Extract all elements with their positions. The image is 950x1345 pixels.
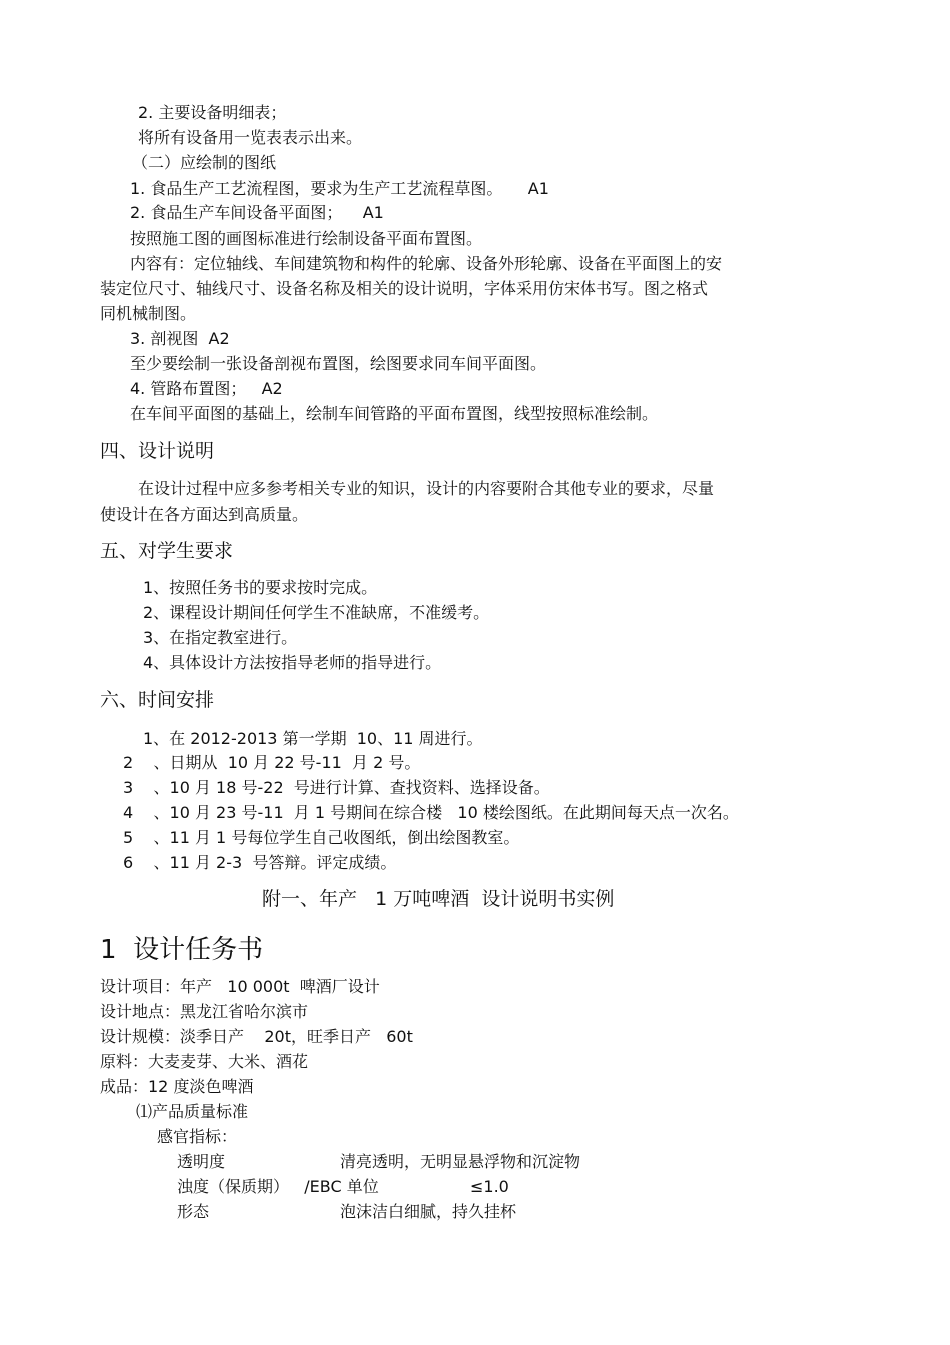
- chapter-title: 1 设计任务书: [100, 935, 264, 965]
- task-line: 原料：大麦麦芽、大米、酒花: [100, 1052, 309, 1071]
- list-item: 1、在 2012-2013 第一学期 10、11 周进行。: [143, 729, 483, 748]
- list-item: 6 、11 月 2-3 号答辩。评定成绩。: [123, 853, 397, 872]
- paragraph-line: 使设计在各方面达到高质量。: [100, 505, 309, 524]
- list-item: 3、在指定教室进行。: [143, 628, 298, 647]
- sensory-name: 透明度: [177, 1152, 226, 1171]
- task-line: 设计地点：黑龙江省哈尔滨市: [100, 1002, 309, 1021]
- section-heading: 六、时间安排: [100, 689, 215, 711]
- list-item: 4、具体设计方法按指导老师的指导进行。: [143, 653, 442, 672]
- task-line: 设计项目：年产 10 000t 啤酒厂设计: [100, 977, 380, 996]
- text-line: 2. 食品生产车间设备平面图； A1: [130, 203, 384, 222]
- text-line: 3. 剖视图 A2: [130, 329, 230, 348]
- text-line: 在车间平面图的基础上，绘制车间管路的平面布置图，线型按照标准绘制。: [130, 404, 659, 423]
- text-line: 至少要绘制一张设备剖视布置图，绘图要求同车间平面图。: [130, 354, 547, 373]
- section-heading: 四、设计说明: [100, 440, 215, 462]
- subsection-heading: （二）应绘制的图纸: [132, 153, 277, 172]
- appendix-title: 附一、年产 1 万吨啤酒 设计说明书实例: [262, 888, 615, 910]
- text-line: 将所有设备用一览表表示出来。: [138, 128, 363, 147]
- text-line: 同机械制图。: [100, 304, 197, 323]
- sensory-heading: 感官指标：: [157, 1127, 238, 1146]
- task-line: 成品：12 度淡色啤酒: [100, 1077, 254, 1096]
- list-item: 2、课程设计期间任何学生不准缺席，不准缓考。: [143, 603, 490, 622]
- text-line: 内容有：定位轴线、车间建筑物和构件的轮廓、设备外形轮廓、设备在平面图上的安: [130, 254, 723, 273]
- text-line: 2. 主要设备明细表；: [138, 103, 287, 122]
- quality-heading: ⑴产品质量标准: [136, 1102, 249, 1121]
- sensory-value: 泡沫洁白细腻，持久挂杯: [340, 1202, 517, 1221]
- text-line: 1. 食品生产工艺流程图，要求为生产工艺流程草图。 A1: [130, 179, 549, 198]
- text-line: 4. 管路布置图； A2: [130, 379, 283, 398]
- list-item: 4 、10 月 23 号-11 月 1 号期间在综合楼 10 楼绘图纸。在此期间每天点一次名。: [123, 803, 739, 822]
- sensory-value: 清亮透明，无明显悬浮物和沉淀物: [340, 1152, 581, 1171]
- list-item: 2 、日期从 10 月 22 号-11 月 2 号。: [123, 753, 421, 772]
- sensory-value: ≤1.0: [470, 1177, 509, 1196]
- sensory-name: 浊度（保质期） /EBC 单位: [177, 1177, 379, 1196]
- list-item: 1、按照任务书的要求按时完成。: [143, 578, 378, 597]
- text-line: 按照施工图的画图标准进行绘制设备平面布置图。: [130, 229, 483, 248]
- sensory-name: 形态: [177, 1202, 210, 1221]
- list-item: 5 、11 月 1 号每位学生自己收图纸，倒出绘图教室。: [123, 828, 520, 847]
- list-item: 3 、10 月 18 号-22 号进行计算、查找资料、选择设备。: [123, 778, 550, 797]
- task-line: 设计规模：淡季日产 20t，旺季日产 60t: [100, 1027, 413, 1046]
- paragraph-line: 在设计过程中应多参考相关专业的知识，设计的内容要附合其他专业的要求，尽量: [138, 479, 715, 498]
- text-line: 装定位尺寸、轴线尺寸、设备名称及相关的设计说明，字体采用仿宋体书写。图之格式: [100, 279, 709, 298]
- section-heading: 五、对学生要求: [100, 540, 234, 562]
